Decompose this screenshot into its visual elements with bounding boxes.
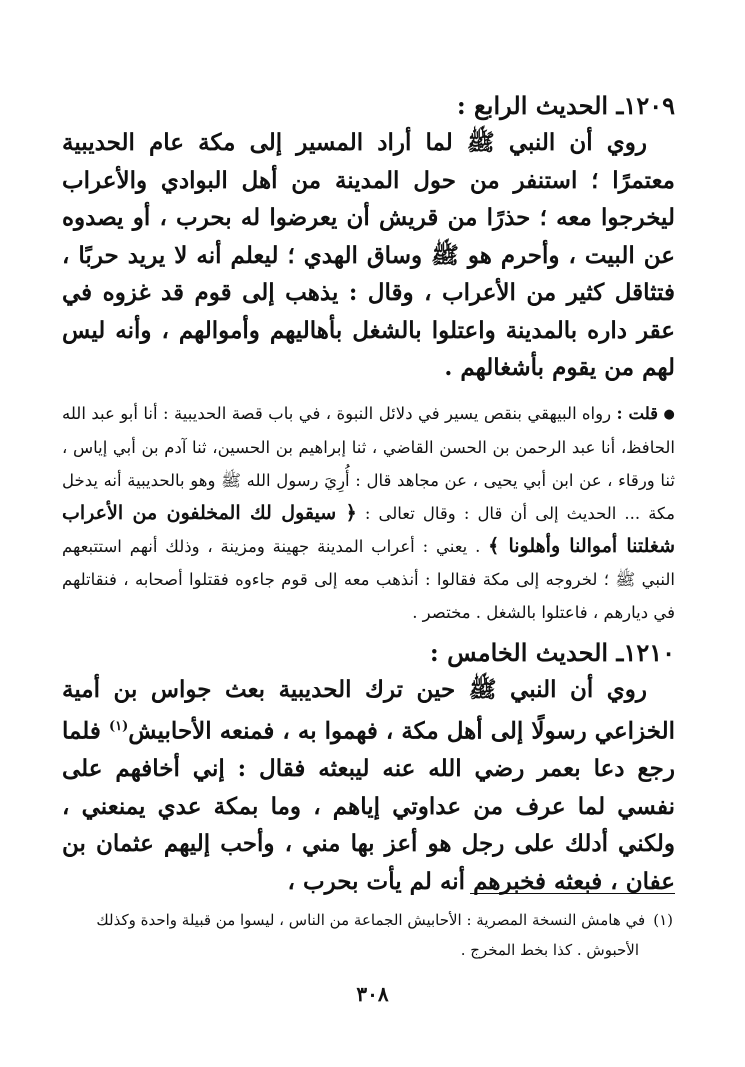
hadith-1210-heading: ١٢١٠ـ الحديث الخامس : [429,637,675,667]
footnote-number: (١) [653,911,673,929]
commentary-label: قلت : [616,403,659,423]
commentary-paragraph [62,397,675,629]
hadith-1209-heading: ١٢٠٩ـ الحديث الرابع : [456,91,675,120]
bullet-icon: ● [663,406,675,422]
commentary-text-part2: . يعني : أعراب المدينة جهينة ومزينة ، وذلك أنهم استتبعهم النبي ﷺ ؛ لخروجه إلى مكة فقالوا : أنذهب معه إلى قوم جاءوه فقتلوا أصحابه ، فنقاتلهم في ديارهم ، فاعتلوا بالشغل . مختصر . [62,536,675,622]
footnote-line-2: الأحبوش . كذا بخط المخرج . [460,941,639,959]
hadith-1210-text [62,671,675,901]
commentary-text-part1: رواه البيهقي بنقص يسير في دلائل النبوة ، في باب قصة الحديبية : أنا أبو عبد الله الحافظ، أنا عبد الرحمن بن الحسن القاضي ، ثنا إبراهيم بن الحسين، ثنا آدم بن أبي إياس ، ثنا ورقاء ، عن ابن أبي يحيى ، عن مجاهد قال : أُرِيَ رسول الله ﷺ وهو بالحديبية أنه يدخل مكة ... الحديث إلى أن قال : وقال تعالى : [62,403,676,523]
footnote-line-1: في هامش النسخة المصرية : الأحابيش الجماعة من الناس ، ليسوا من قبيلة واحدة وكذلك [96,911,646,929]
footnote [62,905,673,965]
hadith-1210-text-part1: روي أن النبي ﷺ حين ترك الحديبية بعث جواس بن أمية الخزاعي رسولًا إلى أهل مكة ، فهموا به ، فمنعه الأحابيش [62,675,675,745]
hadith-1210-text-part2: فلما رجع دعا بعمر رضي الله عنه ليبعثه فقال : إني أخافهم على نفسي لما عرف من عداوتي إياهم ، وما بمكة عدي يمنعني ، ولكني أدلك على رجل هو أعز بها مني ، وأحب إليهم عثمان بن عفان ، فبعثه فخبرهم أنه لم يأت بحرب ، [62,717,675,895]
footnote-divider [470,893,675,894]
quran-verse: ﴿ سيقول لك المخلفون من الأعراب شغلتنا أموالنا وأهلونا ﴾ [62,501,675,557]
hadith-1209-text: روي أن النبي ﷺ لما أراد المسير إلى مكة عام الحديبية معتمرًا ؛ استنفر من حول المدينة من أهل البوادي والأعراب ليخرجوا معه ؛ حذرًا من قريش أن يعرضوا له بحرب ، أو يصدوه عن البيت ، وأحرم هو ﷺ وساق الهدي ؛ ليعلم أنه لا يريد حربًا ، فتثاقل كثير من الأعراب ، وقال : يذهب إلى قوم قد غزوه في عقر داره بالمدينة واعتلوا بالشغل بأهاليهم وأموالهم ، وأنه ليس لهم من يقوم بأشغالهم . [62,129,675,381]
footnote-reference[interactable]: (١) [108,719,129,734]
page-number: ٣٠٨ [356,982,389,1006]
